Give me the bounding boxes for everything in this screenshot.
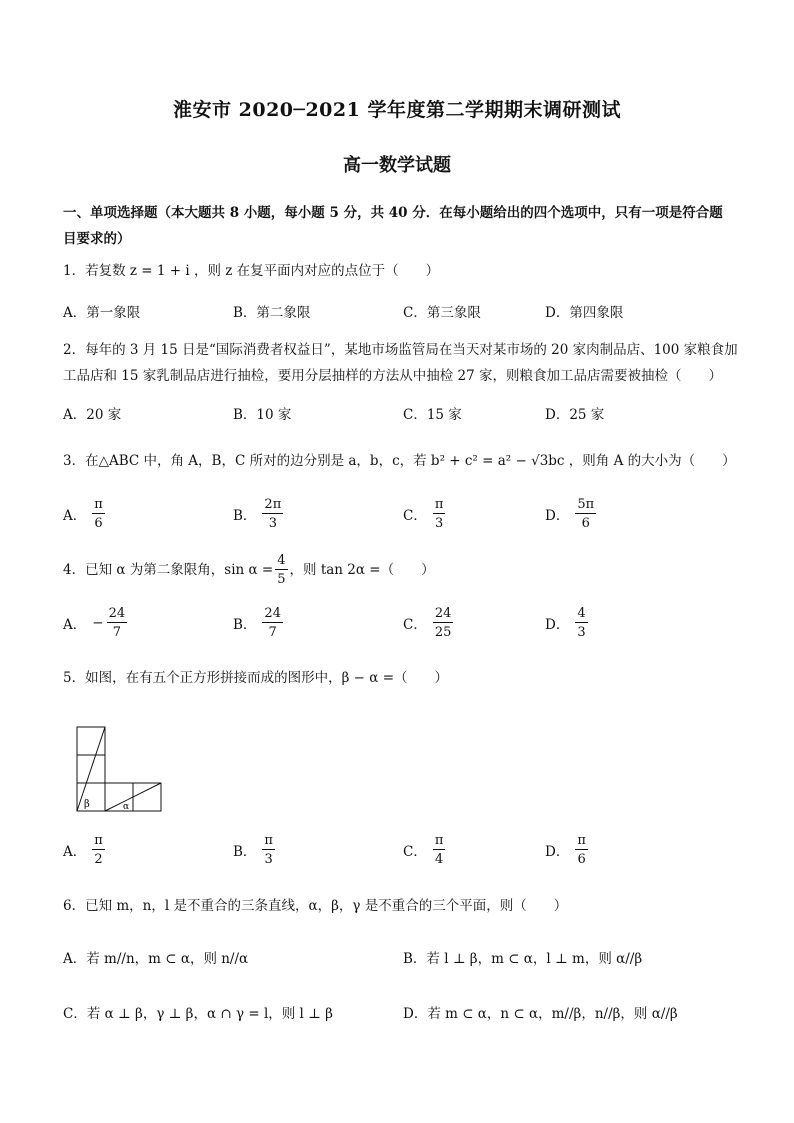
denominator: 2: [94, 852, 103, 867]
option-c[interactable]: [403, 603, 453, 643]
question-5-stem: 5．如图，在有五个正方形拼接而成的图形中，β − α =（ ）: [63, 670, 449, 686]
option-b[interactable]: B．若 l ⊥ β，m ⊂ α，l ⊥ m，则 α//β: [403, 951, 643, 967]
option-d[interactable]: D．若 m ⊂ α，n ⊂ α，m//β，n//β，则 α//β: [403, 1006, 678, 1022]
option-a[interactable]: [63, 830, 105, 870]
question-4-stem: [63, 550, 743, 590]
option-b[interactable]: [233, 830, 275, 870]
stem-before: 4．已知 α 为第二象限角，sin α =: [63, 562, 274, 578]
fraction: [92, 498, 105, 530]
denominator: 3: [577, 625, 586, 640]
question-2-options: [63, 393, 743, 433]
numerator: π: [94, 497, 103, 512]
option-label: A．: [63, 617, 87, 633]
denominator: 6: [581, 516, 590, 531]
denominator: 4: [434, 852, 444, 867]
option-label: D．: [545, 617, 570, 633]
option-a[interactable]: A．20 家: [63, 407, 122, 423]
option-d[interactable]: D．25 家: [545, 407, 605, 423]
option-label: C．: [403, 617, 427, 633]
denominator: 6: [577, 852, 586, 867]
option-label: A．: [63, 844, 87, 860]
five-squares-figure: [76, 726, 166, 814]
numerator: 5π: [577, 497, 595, 512]
option-d[interactable]: [545, 830, 588, 870]
question-4-options: [63, 603, 743, 643]
numerator: 24: [264, 606, 281, 621]
denominator: 25: [434, 625, 452, 640]
denominator: 6: [94, 516, 103, 531]
page-title: 淮安市 2020─2021 学年度第二学期期末调研测试: [173, 99, 621, 121]
fraction: [262, 834, 275, 866]
alpha-label: α: [123, 802, 130, 812]
square: [133, 783, 161, 811]
question-1-options: [63, 291, 743, 331]
denominator: 5: [277, 572, 286, 587]
fraction: [275, 554, 287, 586]
option-c[interactable]: C．第三象限: [403, 305, 481, 321]
diagonal-line: [77, 727, 105, 811]
fraction: [262, 498, 283, 530]
numerator: π: [577, 833, 586, 848]
numerator: 24: [434, 606, 452, 621]
denominator: 3: [264, 852, 273, 867]
fraction: [262, 607, 283, 639]
page-subtitle: 高一数学试题: [343, 155, 451, 176]
option-a[interactable]: A．第一象限: [63, 305, 141, 321]
question-3-options: [63, 494, 743, 534]
option-label: B．: [233, 844, 257, 860]
minus-sign: −: [92, 615, 104, 631]
option-c[interactable]: [403, 830, 445, 870]
option-a[interactable]: [63, 494, 105, 534]
option-b[interactable]: [233, 603, 283, 643]
numerator: π: [94, 833, 103, 848]
option-label: C．: [403, 508, 427, 524]
option-label: D．: [545, 508, 570, 524]
option-label: D．: [545, 844, 570, 860]
option-c[interactable]: C．若 α ⊥ β，γ ⊥ β，α ∩ γ = l，则 l ⊥ β: [63, 1006, 333, 1022]
numerator: 4: [577, 606, 586, 621]
fraction: [575, 607, 587, 639]
denominator: 7: [268, 625, 277, 640]
numerator: π: [434, 497, 444, 512]
numerator: 4: [277, 553, 286, 568]
question-3-stem: 3．在△ABC 中，角 A，B，C 所对的边分别是 a，b，c，若 b² + c² = a² − √3bc ，则角 A 的大小为（ ）: [63, 453, 736, 469]
option-b[interactable]: [233, 494, 283, 534]
fraction: [107, 607, 128, 639]
option-b[interactable]: B．10 家: [233, 407, 292, 423]
numerator: π: [264, 833, 273, 848]
option-a[interactable]: A．若 m//n，m ⊂ α，则 n//α: [63, 951, 249, 967]
fraction: [433, 498, 446, 530]
question-6-stem: 6．已知 m，n，l 是不重合的三条直线，α，β，γ 是不重合的三个平面，则（ ）: [63, 898, 568, 914]
fraction: [575, 498, 596, 530]
denominator: 7: [112, 625, 121, 640]
option-label: B．: [233, 617, 257, 633]
numerator: 2π: [264, 497, 282, 512]
option-label: B．: [233, 508, 257, 524]
question-2-stem: 2．每年的 3 月 15 日是“国际消费者权益日”，某地市场监管局在当天对某市场的 20 家肉制品店、100 家粮食加工品店和 15 家乳制品店进行抽检，要用分层抽样的方法从中抽检 27 家，则粮食加工品店需要被抽检（ ）: [63, 342, 738, 384]
option-label: A．: [63, 508, 87, 524]
fraction: [92, 834, 105, 866]
question-5-options: [63, 830, 743, 870]
option-d[interactable]: [545, 494, 596, 534]
numerator: π: [434, 833, 444, 848]
option-d[interactable]: D．第四象限: [545, 305, 624, 321]
fraction: [433, 607, 454, 639]
fraction: [575, 834, 588, 866]
denominator: 3: [268, 516, 277, 531]
option-label: C．: [403, 844, 427, 860]
denominator: 3: [434, 516, 444, 531]
stem-after: ，则 tan 2α =（ ）: [289, 562, 435, 578]
beta-label: β: [84, 799, 90, 810]
option-c[interactable]: [403, 494, 445, 534]
option-b[interactable]: B．第二象限: [233, 305, 311, 321]
numerator: 24: [108, 606, 126, 621]
fraction: [433, 834, 446, 866]
question-1-stem: 1．若复数 z = 1 + i ，则 z 在复平面内对应的点位于（ ）: [63, 263, 440, 279]
section-heading: 一、单项选择题（本大题共 8 小题，每小题 5 分，共 40 分．在每小题给出的四个选项中，只有一项是符合题目要求的）: [63, 205, 723, 247]
option-d[interactable]: [545, 603, 588, 643]
option-c[interactable]: C．15 家: [403, 407, 462, 423]
option-a[interactable]: [63, 603, 127, 643]
